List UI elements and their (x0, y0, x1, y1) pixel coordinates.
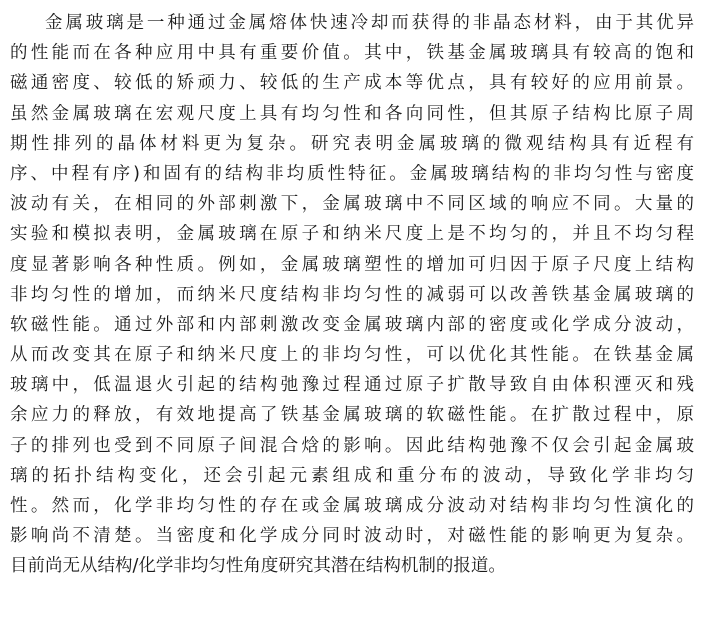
paragraph-line-19: 目前尚无从结构/化学非均匀性角度研究其潜在结构机制的报道。 (10, 556, 506, 577)
paragraph-line-16: 璃的拓扑结构变化，还会引起元素组成和重分布的波动，导致化学非均匀 (10, 465, 694, 486)
paragraph-line-13: 玻璃中，低温退火引起的结构弛豫过程通过原子扩散导致自由体积湮灭和残 (10, 375, 694, 396)
paragraph-line-11: 软磁性能。通过外部和内部刺激改变金属玻璃内部的密度或化学成分波动， (10, 314, 694, 335)
paragraph-line-4: 虽然金属玻璃在宏观尺度上具有均匀性和各向同性，但其原子结构比原子周 (10, 103, 694, 124)
paragraph-line-7: 波动有关，在相同的外部刺激下，金属玻璃中不同区域的响应不同。大量的 (10, 194, 694, 215)
paragraph-line-10: 非均匀性的增加，而纳米尺度结构非均匀性的减弱可以改善铁基金属玻璃的 (10, 284, 694, 305)
paragraph-line-15: 子的排列也受到不同原子间混合焓的影响。因此结构弛豫不仅会引起金属玻 (10, 435, 694, 456)
paragraph-line-8: 实验和模拟表明，金属玻璃在原子和纳米尺度上是不均匀的，并且不均匀程 (10, 224, 694, 245)
paragraph-line-3: 磁通密度、较低的矫顽力、较低的生产成本等优点，具有较好的应用前景。 (10, 73, 694, 94)
paragraph-line-18: 影响尚不清楚。当密度和化学成分同时波动时，对磁性能的影响更为复杂。 (10, 526, 694, 547)
paragraph-line-2: 的性能而在各种应用中具有重要价值。其中，铁基金属玻璃具有较高的饱和 (10, 43, 694, 64)
paragraph-line-6: 序、中程有序)和固有的结构非均质性特征。金属玻璃结构的非均匀性与密度 (10, 163, 694, 184)
paragraph-line-17: 性。然而，化学非均匀性的存在或金属玻璃成分波动对结构非均匀性演化的 (10, 496, 694, 516)
paragraph-line-1: 金属玻璃是一种通过金属熔体快速冷却而获得的非晶态材料，由于其优异 (45, 13, 694, 33)
paragraph-line-5: 期性排列的晶体材料更为复杂。研究表明金属玻璃的微观结构具有近程有 (10, 133, 694, 154)
paragraph-line-14: 余应力的释放，有效地提高了铁基金属玻璃的软磁性能。在扩散过程中，原 (10, 405, 694, 426)
paragraph-line-12: 从而改变其在原子和纳米尺度上的非均匀性，可以优化其性能。在铁基金属 (10, 345, 694, 366)
paragraph-line-9: 度显著影响各种性质。例如，金属玻璃塑性的增加可归因于原子尺度上结构 (10, 254, 694, 275)
article-paragraph (10, 8, 694, 582)
